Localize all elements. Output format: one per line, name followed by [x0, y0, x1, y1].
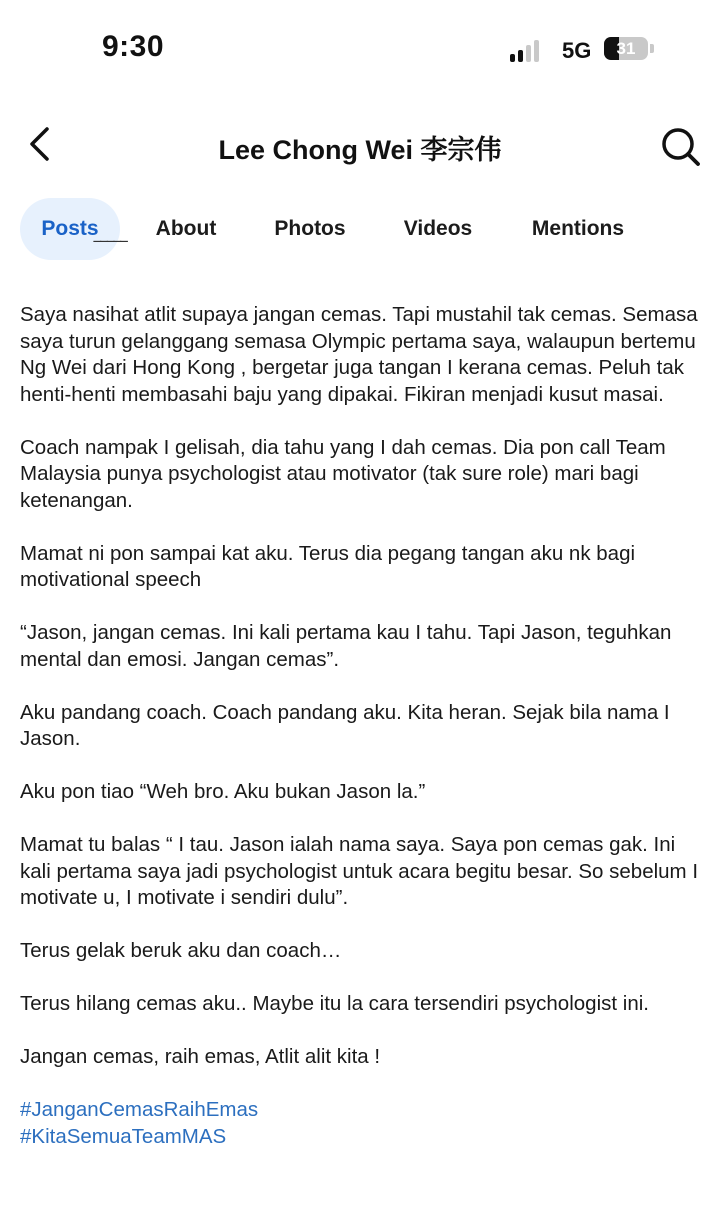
post-paragraph: Mamat tu balas “ I tau. Jason ialah nama saya. Saya pon cemas gak. Ini kali pertama saya jadi psychologist untuk acara begitu besar. So sebelum I motivate u, I motivate i sendiri dulu”. — [20, 833, 699, 909]
network-label: 5G — [562, 38, 592, 63]
battery-tip — [650, 44, 654, 53]
tab-posts[interactable]: Posts — [20, 198, 120, 260]
post-paragraph: Aku pon tiao “Weh bro. Aku bukan Jason la.” — [20, 780, 426, 803]
battery-level: 31 — [616, 39, 636, 58]
hashtag-link[interactable]: #JanganCemasRaihEmas — [20, 1098, 259, 1121]
hashtag-link[interactable]: #KitaSemuaTeamMAS — [20, 1124, 227, 1148]
page-header — [0, 110, 720, 180]
tab-mentions[interactable]: Mentions — [531, 217, 625, 240]
post-paragraph: Coach nampak I gelisah, dia tahu yang I dah cemas. Dia pon call Team Malaysia punya psychologist atau motivator (tak sure role) mari bagi ketenangan. — [20, 435, 666, 512]
page-title: Lee Chong Wei 李宗伟 — [218, 135, 502, 165]
post-paragraph: Mamat ni pon sampai kat aku. Terus dia pegang tangan aku nk bagi motivational speech — [20, 541, 636, 591]
signal-icon — [510, 38, 550, 62]
post-body — [20, 302, 710, 1150]
tab-about[interactable]: About — [155, 217, 217, 240]
battery-icon — [604, 37, 648, 60]
post-paragraph: “Jason, jangan cemas. Ini kali pertama kau I tahu. Tapi Jason, teguhkan mental dan emosi. Jangan cemas”. — [20, 621, 672, 671]
scrolled-text-fragment: ‾‾‾‾‾ — [94, 240, 128, 262]
tab-videos[interactable]: Videos — [403, 217, 473, 240]
post-paragraph: Aku pandang coach. Coach pandang aku. Kita heran. Sejak bila nama I Jason. — [20, 700, 670, 750]
post-paragraph: Saya nasihat atlit supaya jangan cemas. Tapi mustahil tak cemas. Semasa saya turun gelanggang semasa Olympic pertama saya, walaupun bertemu Ng Wei dari Hong Kong , bergetar juga tangan I kerana cemas. Peluh tak henti-henti membasahi baju yang dipakai. Fikiran menjadi kusut masai. — [20, 303, 698, 406]
status-bar — [0, 0, 720, 90]
tab-photos[interactable]: Photos — [274, 217, 346, 240]
post-paragraph: Terus gelak beruk aku dan coach… — [20, 939, 342, 962]
post-paragraph: Terus hilang cemas aku.. Maybe itu la cara tersendiri psychologist ini. — [20, 992, 649, 1015]
search-icon — [656, 122, 704, 170]
post-paragraph: Jangan cemas, raih emas, Atlit alit kita ! — [20, 1045, 381, 1068]
hashtags — [20, 1097, 710, 1150]
status-time: 9:30 — [102, 30, 165, 63]
search-button[interactable] — [656, 122, 704, 170]
